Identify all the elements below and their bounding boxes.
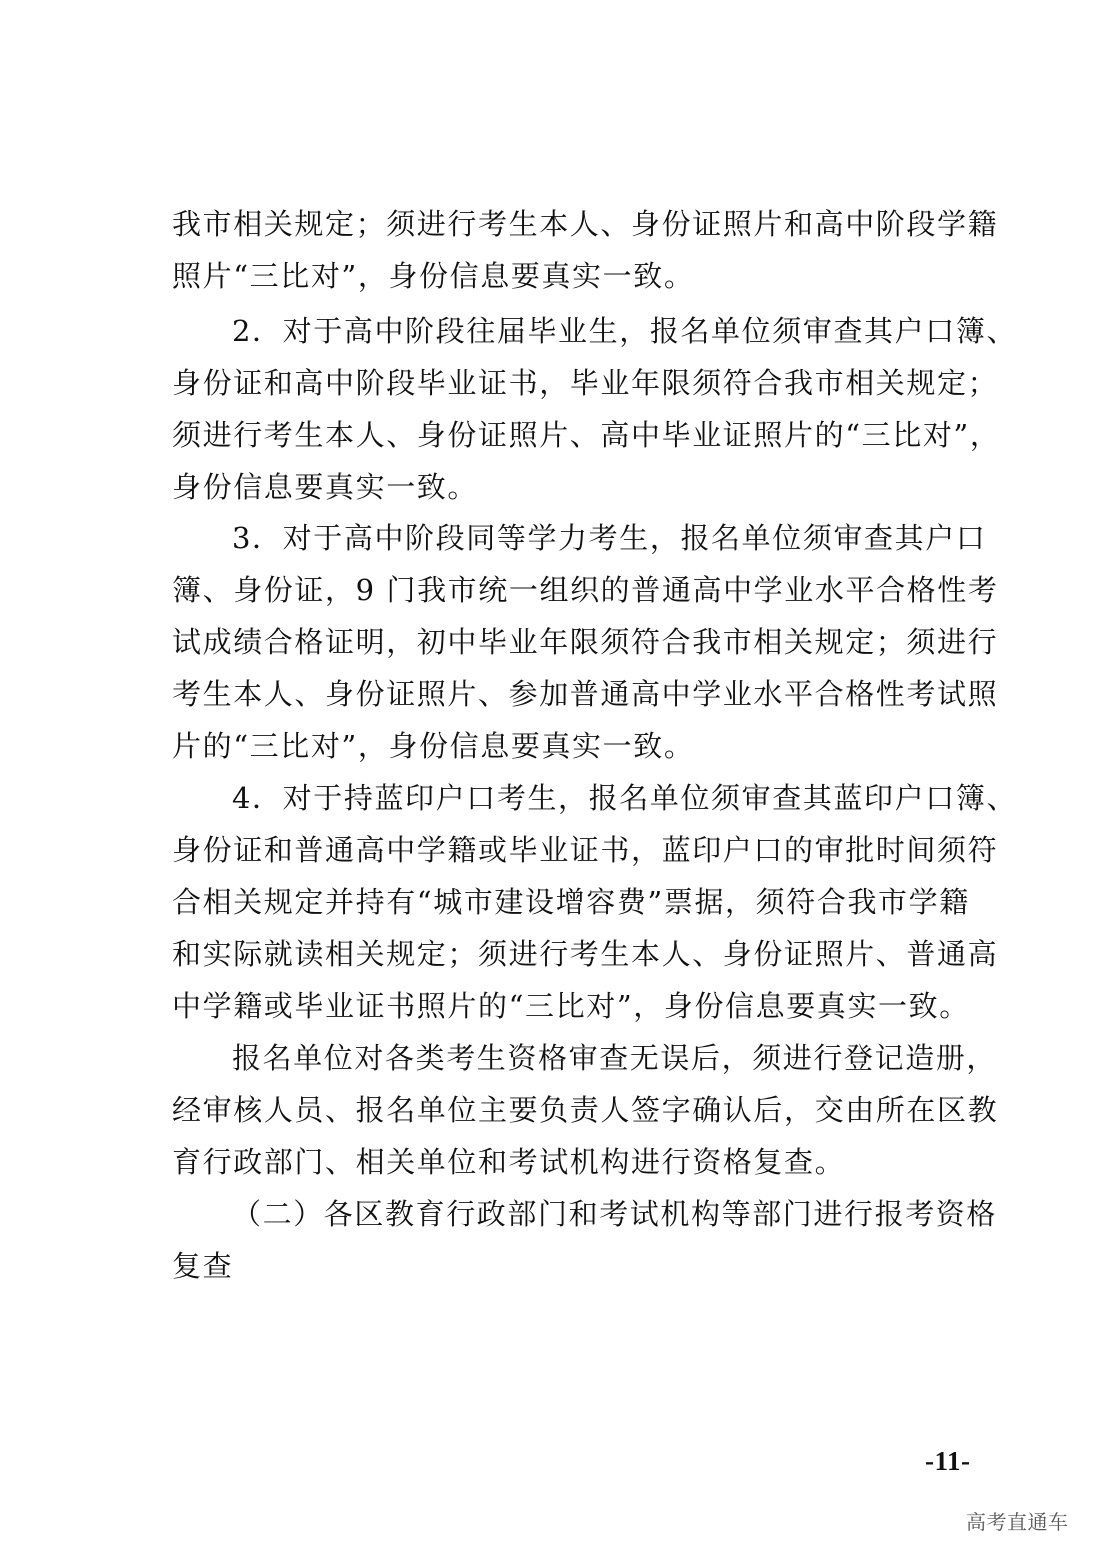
text-line: 我市相关规定；须进行考生本人、身份证照片和高中阶段学籍: [172, 207, 999, 241]
text-line: 照片“三比对”，身份信息要真实一致。: [172, 259, 695, 293]
text-line: 身份信息要真实一致。: [172, 470, 479, 504]
section-heading-line: （二）各区教育行政部门和考试机构等部门进行报考资格: [232, 1197, 998, 1231]
text-line: 身份证和普通高中学籍或毕业证书，蓝印户口的审批时间须符: [172, 833, 999, 867]
paragraph-start-line: 2．对于高中阶段往届毕业生，报名单位须审查其户口簿、: [232, 314, 1018, 348]
text-line: 试成绩合格证明，初中毕业年限须符合我市相关规定；须进行: [172, 625, 999, 659]
text-line: 片的“三比对”，身份信息要真实一致。: [172, 729, 695, 763]
paragraph-start-line: 3．对于高中阶段同等学力考生，报名单位须审查其户口: [232, 521, 987, 555]
watermark-text: 高考直通车: [966, 1510, 1069, 1534]
paragraph-start-line: 4．对于持蓝印户口考生，报名单位须审查其蓝印户口簿、: [232, 781, 1018, 815]
paragraph-start-line: 报名单位对各类考生资格审查无误后，须进行登记造册，: [232, 1041, 998, 1075]
text-line: 中学籍或毕业证书照片的“三比对”，身份信息要真实一致。: [172, 989, 970, 1023]
text-line: 簿、身份证，9 门我市统一组织的普通高中学业水平合格性考: [172, 573, 999, 607]
text-line: 考生本人、身份证照片、参加普通高中学业水平合格性考试照: [172, 677, 999, 711]
text-line: 育行政部门、相关单位和考试机构进行资格复查。: [172, 1145, 846, 1179]
page-number: -11-: [925, 1446, 971, 1476]
text-line: 经审核人员、报名单位主要负责人签字确认后，交由所在区教: [172, 1093, 999, 1127]
text-line: 合相关规定并持有“城市建设增容费”票据，须符合我市学籍: [172, 885, 970, 919]
text-line: 须进行考生本人、身份证照片、高中毕业证照片的“三比对”，: [172, 418, 1001, 452]
text-line: 和实际就读相关规定；须进行考生本人、身份证照片、普通高: [172, 937, 999, 971]
text-line: 身份证和高中阶段毕业证书，毕业年限须符合我市相关规定；: [172, 366, 999, 400]
section-heading-continuation: 复查: [172, 1249, 234, 1283]
